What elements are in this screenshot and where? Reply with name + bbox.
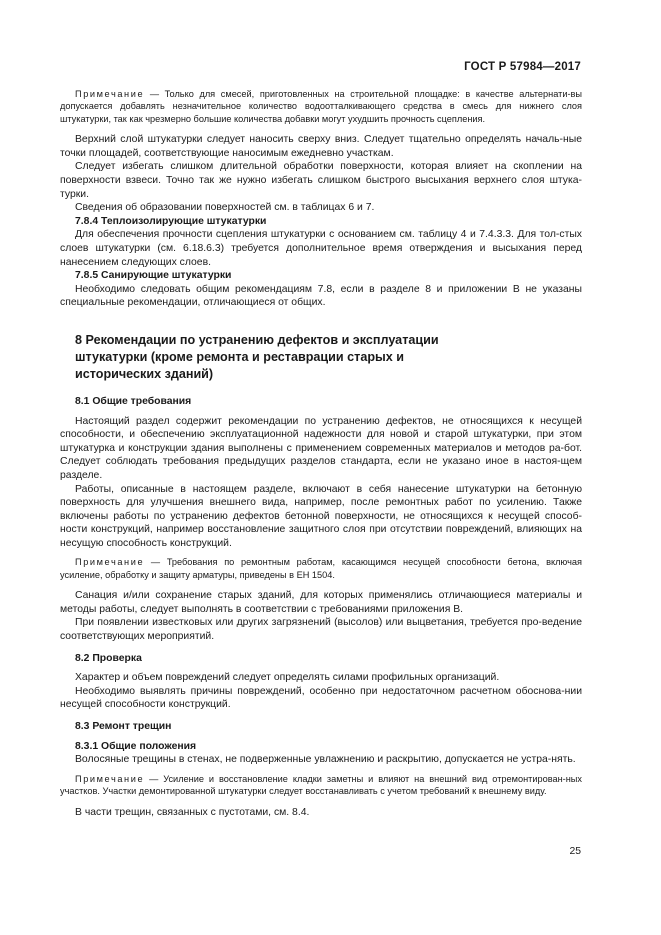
body-paragraph: Верхний слой штукатурки следует наносить сверху вниз. Следует тщательно определять началь-ные точки площадей, соответствующие наносимым ежедневно участкам. [60, 134, 582, 159]
subsection-title-8-1: 8.1 Общие требования [75, 395, 192, 407]
subsection-title-8-3-1: 8.3.1 Общие положения [75, 740, 197, 752]
page-content [60, 84, 582, 819]
body-paragraph: Сведения об образовании поверхностей см. в таблицах 6 и 7. [75, 202, 375, 214]
body-paragraph: Для обеспечения прочности сцепления штукатурки с основанием см. таблицу 4 и 7.4.3.3. Для тол-стых слоев штукатурки (см. 6.18.6.3) требуется дополнительное время отверждения и высыхания перед нанесением следующих слоев. [60, 229, 582, 268]
subsection-title-7-8-5: 7.8.5 Санирующие штукатурки [75, 270, 232, 282]
body-paragraph: Необходимо следовать общим рекомендациям 7.8, если в разделе 8 и приложении В не указаны специальные рекомендации, отличающиеся от общих. [60, 283, 582, 309]
subsection-title-8-3: 8.3 Ремонт трещин [75, 721, 172, 733]
subsection-title-7-8-4: 7.8.4 Теплоизолирующие штукатурки [75, 215, 267, 227]
note-paragraph [60, 773, 582, 798]
body-paragraph: Санация и/или сохранение старых зданий, для которых применялись отличающиеся материалы и методы работы, следует выполнять в соответствии с требованиями приложения В. [60, 590, 582, 615]
note-paragraph [60, 556, 582, 581]
body-paragraph: Настоящий раздел содержит рекомендации по устранению дефектов, не относящихся к несущей способности, и обеспечению эксплуатационной надежности для новой и старой штукатурки, при этом штукатурка и конструкции здания выполнены с применением современных материалов и методов ра-бот. Следует соблюдать требования предыдущих разделов стандарта, если не указано иное в настоя-щем разделе. [60, 415, 582, 481]
subsection-title-8-2: 8.2 Проверка [75, 652, 142, 664]
note-paragraph [60, 88, 582, 125]
body-paragraph: Следует избегать слишком длительной обработки поверхности, которая влияет на скоплении на поверхности взвеси. Точно так же нужно избегать слишком быстрого высыхания верхнего слоя штука-турки. [60, 161, 582, 200]
note-text: — Требования по ремонтным работам, касающимся несущей способности бетона, включая усиление, обработку и защиту арматуры, приведены в ЕН 1504. [60, 557, 582, 580]
note-lead: Примечание [75, 89, 145, 99]
note-lead: Примечание [75, 557, 145, 568]
note-text: — Усиление и восстановление кладки заметны и влияют на внешний вид отремонтирован-ных участков. Участки демонтированной штукатурки следует восстанавливать с учетом требований к внешнему виду. [60, 773, 582, 797]
page-number: 25 [569, 846, 581, 857]
standard-header: ГОСТ Р 57984—2017 [464, 61, 581, 73]
note-text: — Только для смесей, приготовленных на строительной площадке: в качестве альтернати-вы допускается добавлять незначительное количество водоотталкивающего средства в смесь для нижнего слоя штукатурки, так как чрезмерно большие количества добавки могут ухудшить прочность сцепления. [60, 89, 582, 124]
body-paragraph: В части трещин, связанных с пустотами, см. 8.4. [75, 806, 310, 818]
section-title-8: 8 Рекомендации по устранению дефектов и эксплуатации штукатурки (кроме ремонта и реставрации старых и исторических зданий) [75, 332, 439, 381]
body-paragraph: При появлении известковых или других загрязнений (высолов) или выцветания, требуется про-ведение соответствующих мероприятий. [60, 617, 582, 643]
body-paragraph: Характер и объем повреждений следует определять силами профильных организаций. [75, 672, 500, 684]
body-paragraph: Необходимо выявлять причины повреждений, особенно при недостаточном расчетном обоснова-нии несущей способности конструкций. [60, 685, 582, 711]
note-lead: Примечание [75, 773, 145, 784]
body-paragraph: Работы, описанные в настоящем разделе, включают в себя нанесение штукатурки на бетонную поверхность для улучшения внешнего вида, например, после ремонтных работ по усилению. Также включены работы по устранению дефектов бетонной поверхности, не относящихся к несущей способ-ности конструкций, например восстановление защитного слоя при отсутствии повреждений, влияющих на несущую способность конструкций. [60, 483, 582, 549]
body-paragraph: Волосяные трещины в стенах, не подверженные увлажнению и раскрытию, допускается не устра-нять. [75, 754, 576, 766]
